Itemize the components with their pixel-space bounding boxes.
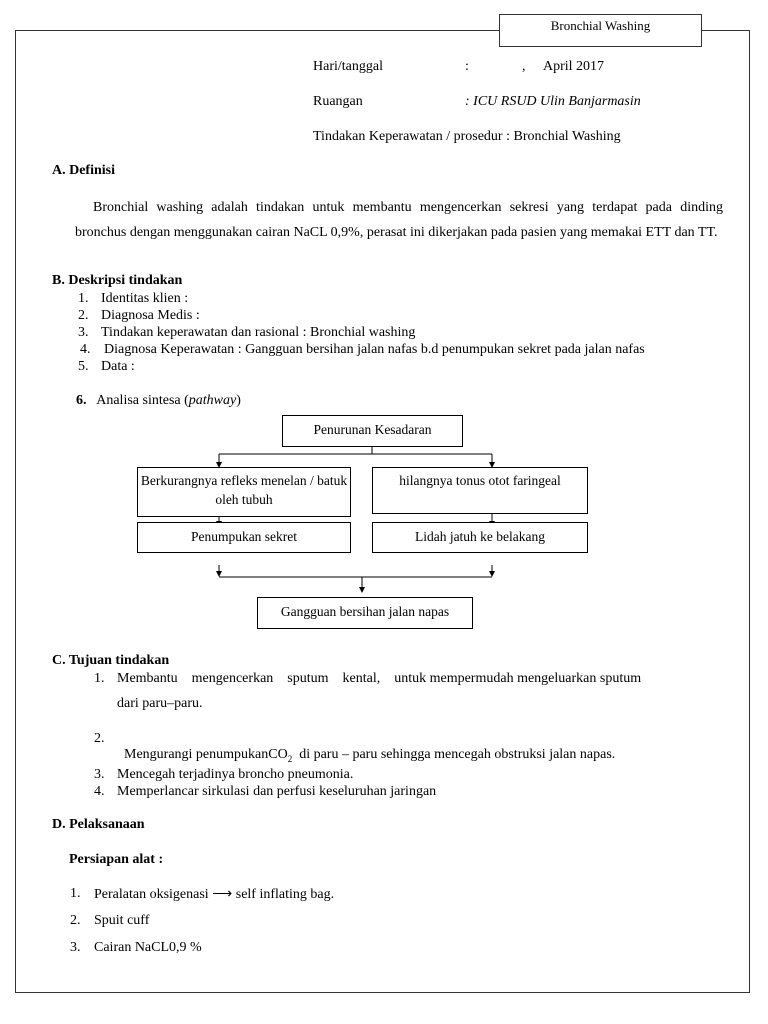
list-item: Membantu mengencerkan sputum kental, untuk mempermudah mengeluarkan sputum [117, 671, 642, 686]
pathway-right1-box: hilangnya tonus otot faringeal [372, 467, 588, 514]
list-item: Tindakan keperawatan dan rasional : Bronchial washing [101, 325, 416, 340]
list-item: Cairan NaCL0,9 % [94, 940, 202, 955]
list-item: Mencegah terjadinya broncho pneumonia. [117, 767, 354, 782]
list-item-num: 4. [94, 784, 105, 799]
pathway-left1-box: Berkurangnya refleks menelan / batuk oleh tubuh [137, 467, 351, 517]
ruangan-value: : ICU RSUD Ulin Banjarmasin [465, 94, 641, 109]
list-item: Data : [101, 359, 135, 374]
persiapan-heading: Persiapan alat : [69, 852, 164, 867]
list-item-num: 2. [94, 731, 105, 746]
item2-pre: Mengurangi penumpukanCO [124, 747, 288, 762]
list-item-num: 3. [94, 767, 105, 782]
list-item-num: 3. [78, 325, 89, 340]
list-item: Diagnosa Keperawatan : Gangguan bersihan jalan nafas b.d penumpukan sekret pada jalan nafas [104, 342, 645, 357]
section-c-heading: C. Tujuan tindakan [52, 653, 170, 668]
list-item: Peralatan oksigenasi ⟶ self inflating bag. [94, 887, 335, 902]
list-item-num: 3. [70, 940, 81, 955]
title-box: Bronchial Washing [499, 14, 702, 47]
item2-sub: 2 [287, 753, 293, 764]
item6-close: ) [236, 393, 241, 408]
list-item: Identitas klien : [101, 291, 189, 306]
list-item-num: 2. [78, 308, 89, 323]
ruangan-label: Ruangan [313, 94, 363, 109]
pathway-right2-box: Lidah jatuh ke belakang [372, 522, 588, 553]
list-item [117, 731, 615, 764]
item6-text: Analisa sintesa ( [96, 393, 189, 408]
section-b-heading: B. Deskripsi tindakan [52, 273, 183, 288]
pathway-left2-box: Penumpukan sekret [137, 522, 351, 553]
list-item-num: 1. [78, 291, 89, 306]
item2-post: di paru – paru sehingga mencegah obstruksi jalan napas. [292, 747, 616, 762]
pathway-top-box: Penurunan Kesadaran [282, 415, 463, 447]
definisi-paragraph: Bronchial washing adalah tindakan untuk membantu mengencerkan sekresi yang terdapat pada dinding bronchus dengan menggunakan cairan NaCL 0,9%, perasat ini dikerjakan pada pasien yang memakai ETT dan TT. [75, 200, 723, 240]
item6-num: 6. [76, 393, 87, 408]
list-item-cont: dari paru–paru. [117, 696, 203, 711]
list-item: Memperlancar sirkulasi dan perfusi keseluruhan jaringan [117, 784, 437, 799]
hari-comma: , [522, 59, 526, 74]
section-d-heading: D. Pelaksanaan [52, 817, 145, 832]
list-item: Spuit cuff [94, 913, 150, 928]
tindakan-line: Tindakan Keperawatan / prosedur : Bronchial Washing [313, 129, 621, 144]
pathway-bottom-box: Gangguan bersihan jalan napas [257, 597, 473, 629]
hari-colon: : [465, 59, 469, 74]
list-item-num: 2. [70, 913, 81, 928]
list-item-num: 4. [80, 342, 91, 357]
list-item: Diagnosa Medis : [101, 308, 200, 323]
list-item-num: 5. [78, 359, 89, 374]
list-item-num: 1. [70, 886, 81, 901]
item6-italic: pathway [188, 393, 237, 408]
hari-value: April 2017 [543, 59, 605, 74]
list-item-num: 1. [94, 671, 105, 686]
hari-label: Hari/tanggal [313, 59, 383, 74]
section-a-heading: A. Definisi [52, 163, 115, 178]
